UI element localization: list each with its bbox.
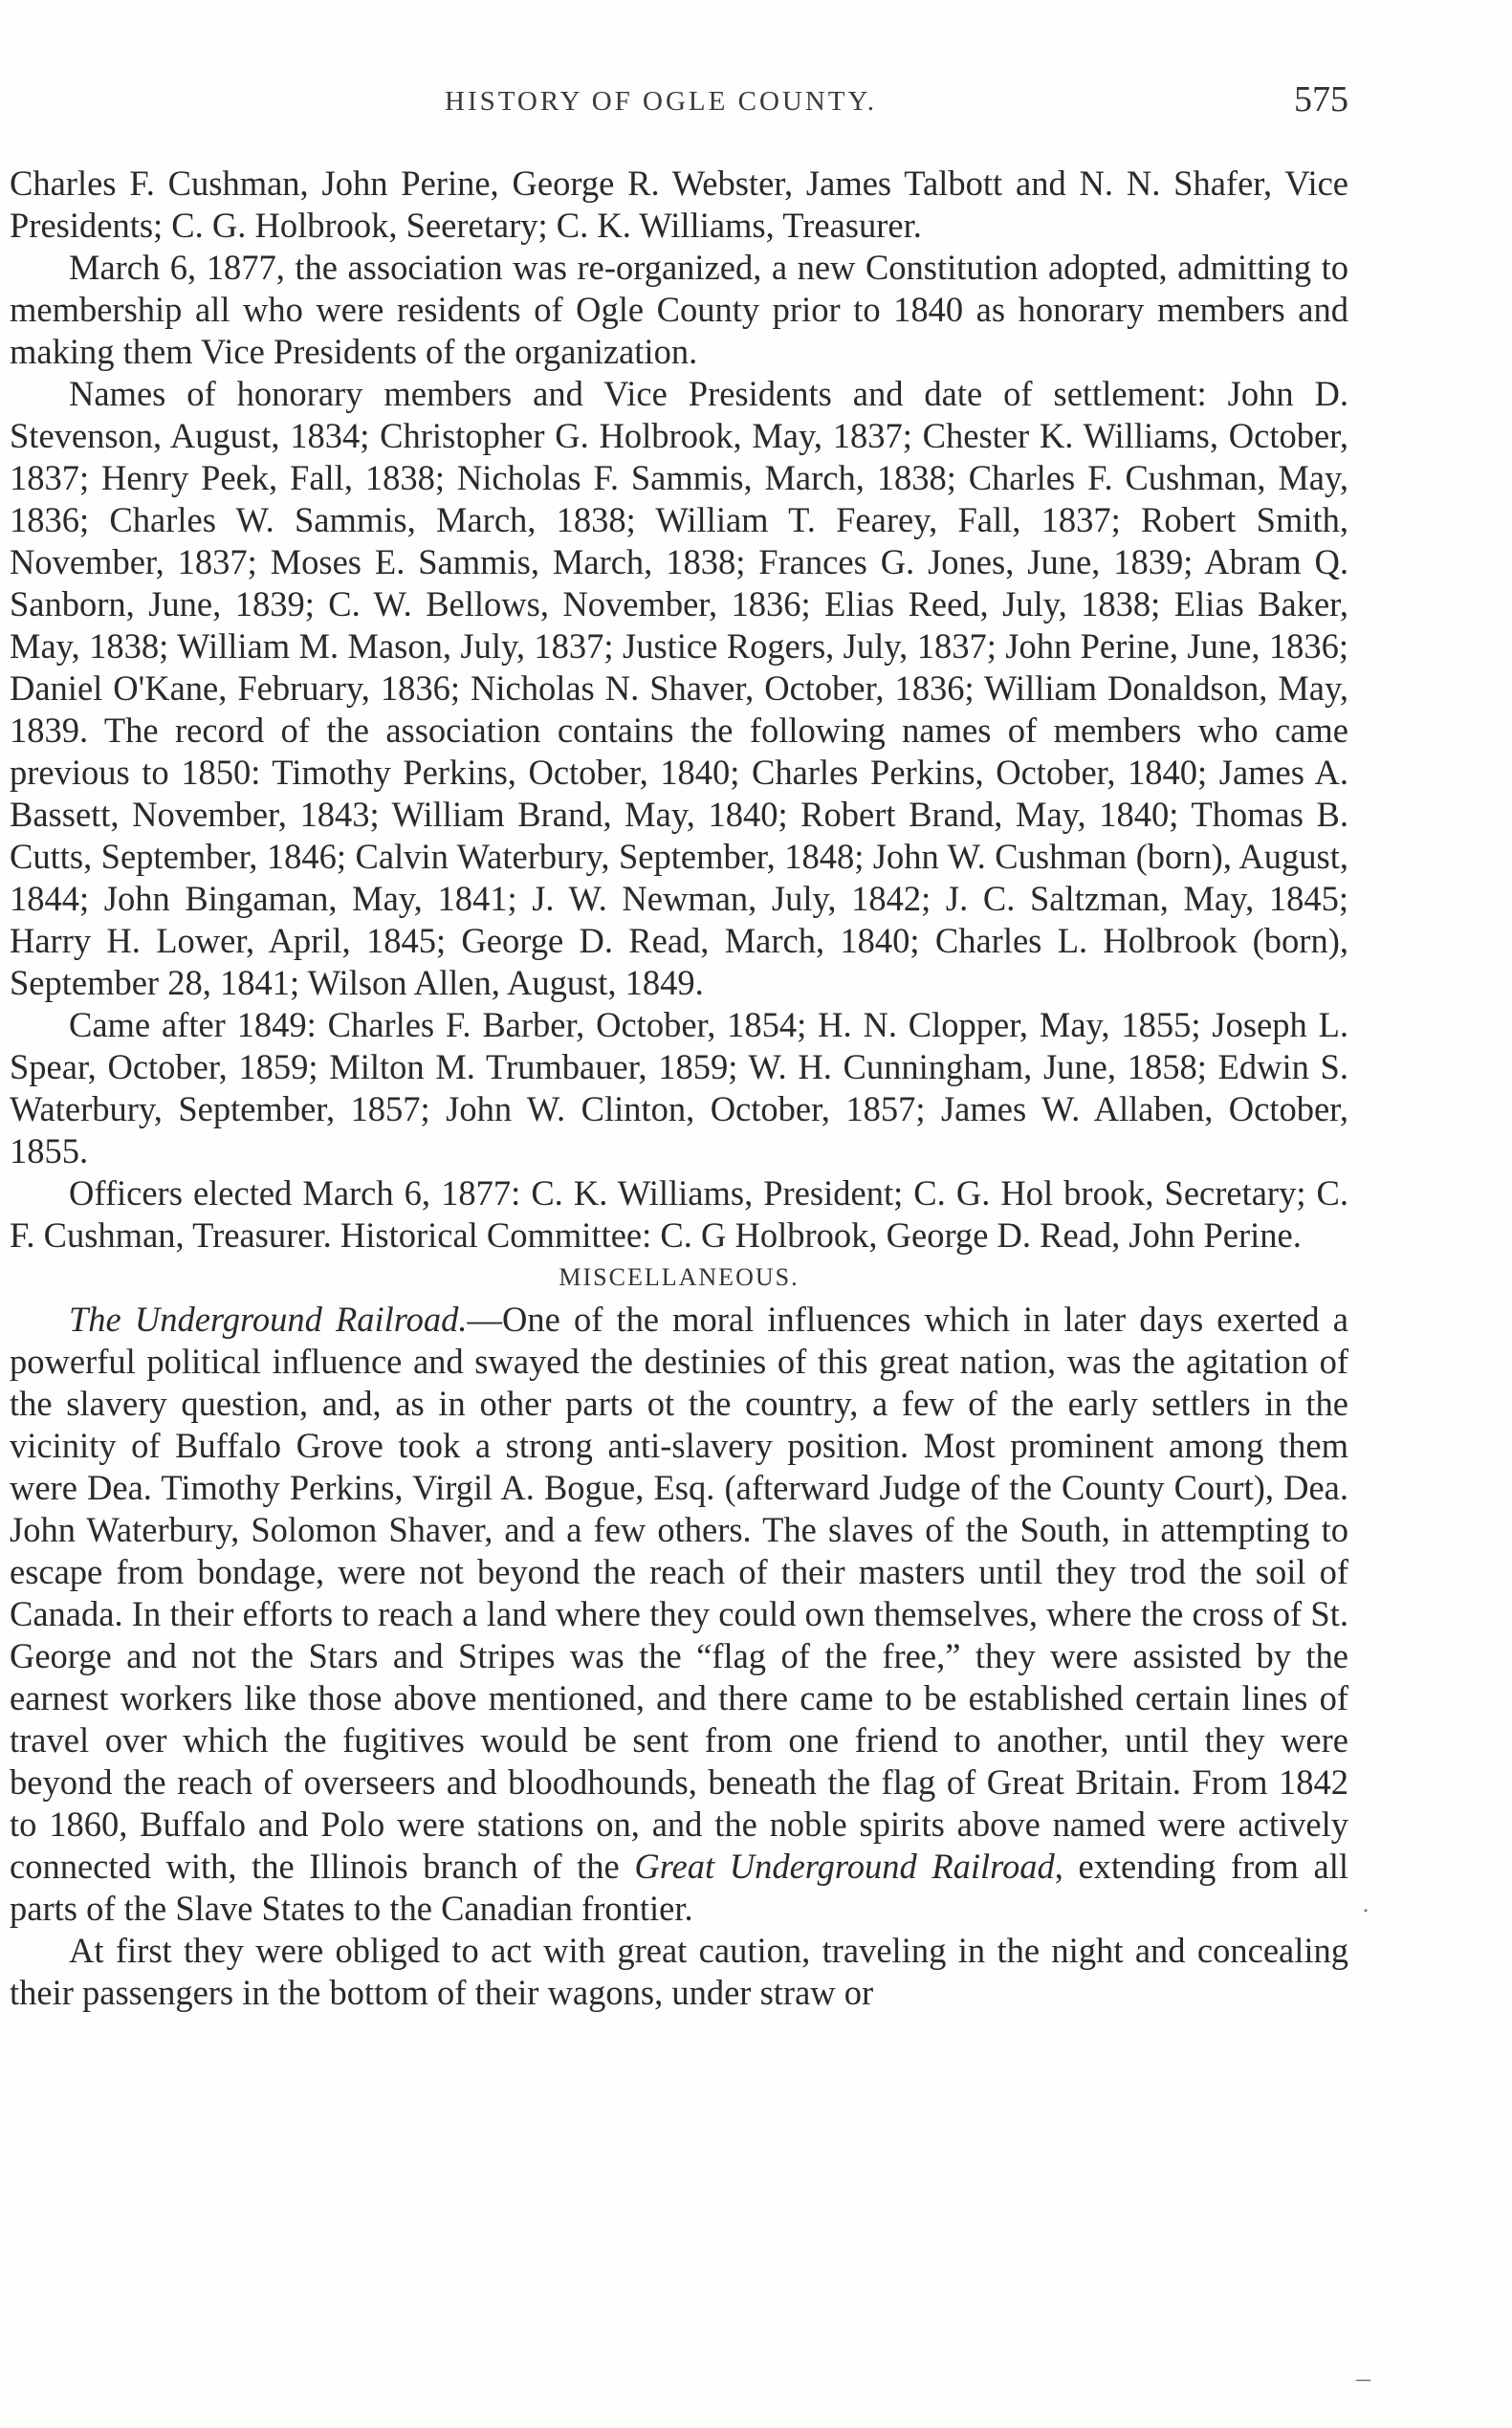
- paragraph-officers-elected: Officers elected March 6, 1877: C. K. Williams, President; C. G. Hol brook, Secretary; C. F. Cushman, Treasurer. Historical Committee: C. G Holbrook, George D. Read, John Perine.: [10, 1173, 1348, 1255]
- underground-railroad-inline-title: Great Underground Railroad: [634, 1847, 1055, 1886]
- paragraph-honorary-members: Names of honorary members and Vice Presidents and date of settlement: John D. Stevenson, August, 1834; Christopher G. Holbrook, May, 1837; Chester K. Williams, October, 1837; Henry Peek, Fall, 1838; Nicholas F. Sammis, March, 1838; Charles F. Cushman, May, 1836; Charles W. Sammis, March, 1838; William T. Fearey, Fall, 1837; Robert Smith, November, 1837; Moses E. Sammis, March, 1838; Frances G. Jones, June, 1839; Abram Q. Sanborn, June, 1839; C. W. Bellows, November, 1836; Elias Reed, July, 1838; Elias Baker, May, 1838; William M. Mason, July, 1837; Justice Rogers, July, 1837; John Perine, June, 1836; Daniel O'Kane, February, 1836; Nicholas N. Shaver, October, 1836; William Donaldson, May, 1839. The record of the association contains the following names of members who came previous to 1850: Timothy Perkins, October, 1840; Charles Perkins, October, 1840; James A. Bassett, November, 1843; William Brand, May, 1840; Robert Brand, May, 1840; Thomas B. Cutts, September, 1846; Calvin Waterbury, September, 1848; John W. Cushman (born), August, 1844; John Bingaman, May, 1841; J. W. Newman, July, 1842; J. C. Saltzman, May, 1845; Harry H. Lower, April, 1845; George D. Read, March, 1840; Charles L. Holbrook (born), September 28, 1841; Wilson Allen, August, 1849.: [10, 374, 1348, 1002]
- running-title: HISTORY OF OGLE COUNTY.: [445, 86, 877, 117]
- body-text: [10, 163, 1348, 2014]
- underground-railroad-title: The Underground Railroad.: [69, 1300, 468, 1339]
- running-header: [10, 78, 1348, 122]
- paragraph-reorganization: March 6, 1877, the association was re-organized, a new Constitution adopted, admitting to membership all who were residents of Ogle County prior to 1840 as honorary members and making them Vice Presidents of the organization.: [10, 248, 1348, 371]
- paragraph-at-first: At first they were obliged to act with great caution, traveling in the night and concealing their passengers in the bottom of their wagons, under straw or: [10, 1931, 1348, 2012]
- underground-railroad-text-2: , extending from all parts of the Slave States to the Canadian frontier.: [10, 1847, 1348, 1928]
- section-heading-miscellaneous: MISCELLANEOUS.: [559, 1263, 800, 1291]
- paragraph-came-after-1849: Came after 1849: Charles F. Barber, October, 1854; H. N. Clopper, May, 1855; Joseph L. Spear, October, 1859; Milton M. Trumbauer, 1859; W. H. Cunningham, June, 1858; Edwin S. Waterbury, September, 1857; John W. Clinton, October, 1857; James W. Allaben, October, 1855.: [10, 1005, 1348, 1170]
- underground-railroad-text-1: —One of the moral influences which in later days exerted a powerful political influence and swayed the destinies of this great nation, was the agitation of the slavery question, and, as in other parts ot the country, a few of the early settlers in the vicinity of Buffalo Grove took a strong anti-slavery position. Most prominent among them were Dea. Timothy Perkins, Virgil A. Bogue, Esq. (afterward Judge of the County Court), Dea. John Waterbury, Solomon Shaver, and a few others. The slaves of the South, in attempting to escape from bondage, were not beyond the reach of their masters until they trod the soil of Canada. In their efforts to reach a land where they could own themselves, where the cross of St. George and not the Stars and Stripes was the “flag of the free,” they were assisted by the earnest workers like those above mentioned, and there came to be established certain lines of travel over which the fugitives would be sent from one friend to another, until they were beyond the reach of overseers and bloodhounds, beneath the flag of Great Britain. From 1842 to 1860, Buffalo and Polo were stations on, and the noble spirits above named were actively connected with, the Illinois branch of the: [10, 1300, 1348, 1886]
- margin-mark-dash: –: [1356, 2362, 1370, 2394]
- page-number: 575: [1294, 79, 1348, 120]
- paragraph-underground-railroad: [10, 1299, 1348, 1930]
- margin-mark-dot: ˙: [1361, 1903, 1370, 1935]
- paragraph-vice-presidents: Charles F. Cushman, John Perine, George R. Webster, James Talbott and N. N. Shafer, Vice Presidents; C. G. Holbrook, Seeretary; C. K. Williams, Treasurer.: [10, 164, 1348, 245]
